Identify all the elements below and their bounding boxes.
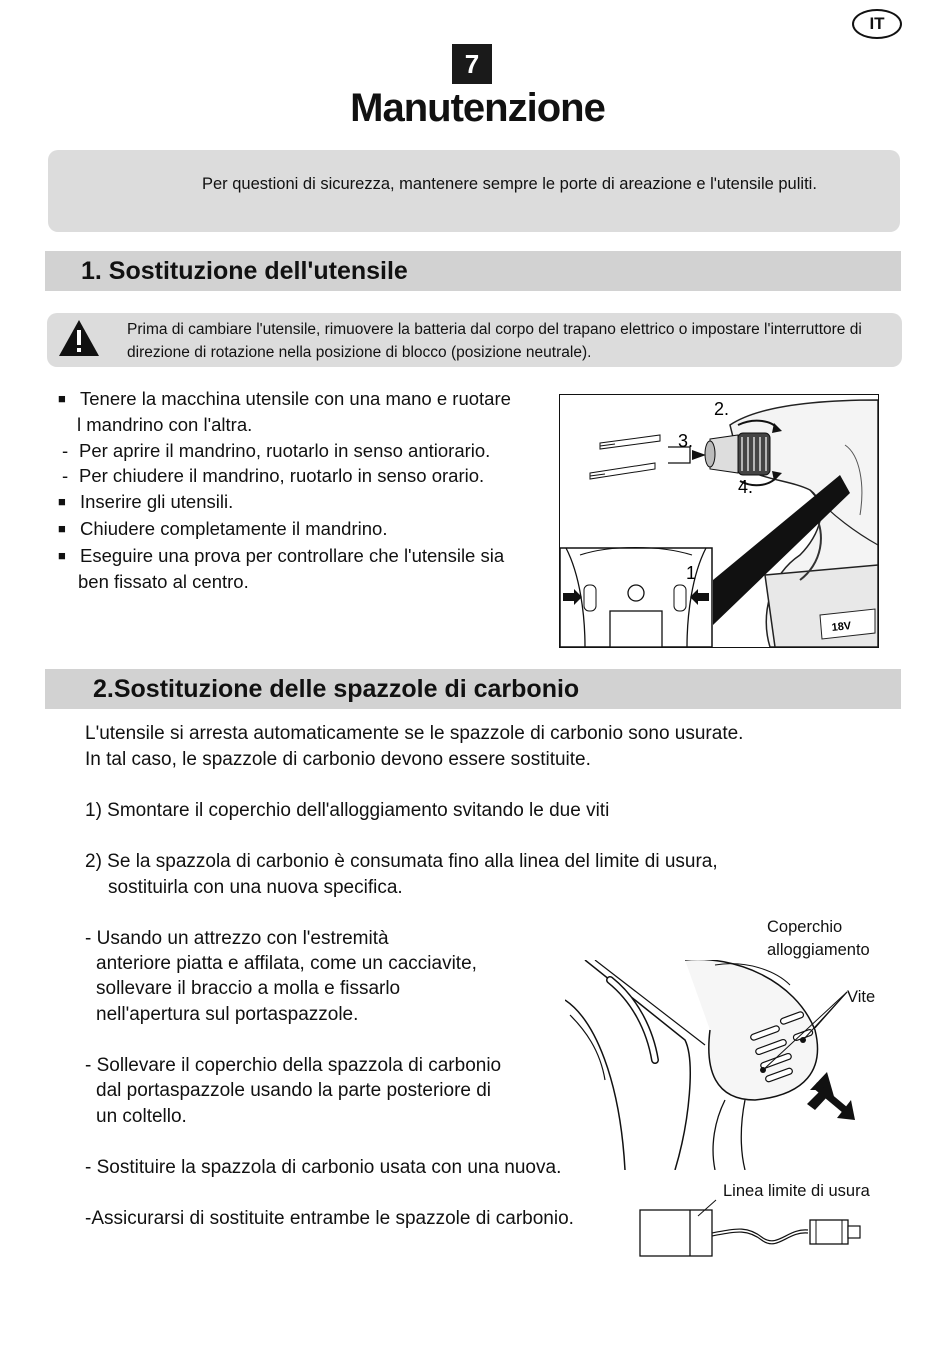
bullet-use-tool-cont-2: sollevare il braccio a molla e fissarlo bbox=[96, 978, 401, 999]
step-close-chuck: - Per chiudere il mandrino, ruotarlo in senso orario. bbox=[62, 465, 485, 486]
carbon-brush-illustration bbox=[638, 1198, 868, 1260]
intro-line-2: In tal caso, le spazzole di carbonio devono essere sostituite. bbox=[85, 749, 591, 770]
drill-chuck-illustration bbox=[559, 394, 879, 648]
language-badge: IT bbox=[852, 9, 902, 39]
fig-label-2: 2. bbox=[714, 399, 730, 419]
fig-label-1: 1 bbox=[686, 563, 697, 583]
wear-limit-label: Linea limite di usura bbox=[723, 1182, 870, 1200]
step-remove-cover: 1) Smontare il coperchio dell'alloggiamento svitando le due viti bbox=[85, 800, 610, 821]
bullet-use-tool: - Usando un attrezzo con l'estremità bbox=[85, 928, 389, 949]
step-hold-tool-cont: l mandrino con l'altra. bbox=[77, 414, 253, 435]
chapter-number: 7 bbox=[452, 44, 492, 84]
fig-label-4: 4. bbox=[738, 477, 754, 497]
intro-line-1: L'utensile si arresta automaticamente se le spazzole di carbonio sono usurate. bbox=[85, 723, 744, 744]
warning-icon bbox=[58, 319, 100, 357]
bullet-lift-cover-cont-1: dal portaspazzole usando la parte posteriore di bbox=[96, 1080, 492, 1101]
housing-cover-illustration bbox=[565, 960, 865, 1170]
fig-label-3: 3. bbox=[678, 431, 694, 451]
step-test-run-cont: ben fissato al centro. bbox=[78, 571, 249, 592]
step-worn-brush-cont: sostituirla con una nuova specifica. bbox=[108, 877, 403, 898]
battery-label: 18V bbox=[831, 620, 852, 634]
section-2-header bbox=[45, 669, 901, 709]
cover-label-line-1: Coperchio bbox=[767, 918, 843, 936]
step-hold-tool: ■ Tenere la macchina utensile con una mano e ruotare bbox=[58, 386, 511, 414]
bullet-replace-brush: - Sostituire la spazzola di carbonio usata con una nuova. bbox=[85, 1157, 562, 1178]
bullet-replace-both: -Assicurarsi di sostituite entrambe le spazzole di carbonio. bbox=[85, 1208, 574, 1229]
bullet-use-tool-cont-3: nell'apertura sul portaspazzole. bbox=[96, 1004, 359, 1025]
step-insert-tools: ■ Inserire gli utensili. bbox=[58, 491, 234, 512]
page-title: Manutenzione bbox=[350, 86, 605, 130]
bullet-square: ■ bbox=[58, 391, 66, 406]
bullet-lift-cover: - Sollevare il coperchio della spazzola di carbonio bbox=[85, 1055, 502, 1076]
screw-label: Vite bbox=[847, 988, 876, 1006]
step-test-run: ■ Eseguire una prova per controllare che l'utensile sia bbox=[58, 545, 505, 566]
step-close-fully: ■ Chiudere completamente il mandrino. bbox=[58, 518, 388, 539]
bullet-lift-cover-cont-2: un coltello. bbox=[96, 1106, 187, 1127]
warning-text: Prima di cambiare l'utensile, rimuovere la batteria dal corpo del trapano elettrico o impostare l'interruttore di direzione di rotazione nella posizione di blocco (posizione neutrale). bbox=[127, 321, 862, 361]
section-1-header bbox=[45, 251, 901, 291]
section-1-title: 1. Sostituzione dell'utensile bbox=[81, 257, 408, 285]
step-worn-brush: 2) Se la spazzola di carbonio è consumata fino alla linea del limite di usura, bbox=[85, 851, 718, 872]
section-2-title: 2.Sostituzione delle spazzole di carbonio bbox=[93, 675, 580, 703]
bullet-use-tool-cont-1: anteriore piatta e affilata, come un cacciavite, bbox=[96, 953, 477, 974]
step-open-chuck: - Per aprire il mandrino, ruotarlo in senso antiorario. bbox=[62, 440, 491, 461]
safety-note-text: Per questioni di sicurezza, mantenere sempre le porte di areazione e l'utensile puliti. bbox=[202, 175, 817, 193]
cover-label-line-2: alloggiamento bbox=[767, 941, 870, 959]
